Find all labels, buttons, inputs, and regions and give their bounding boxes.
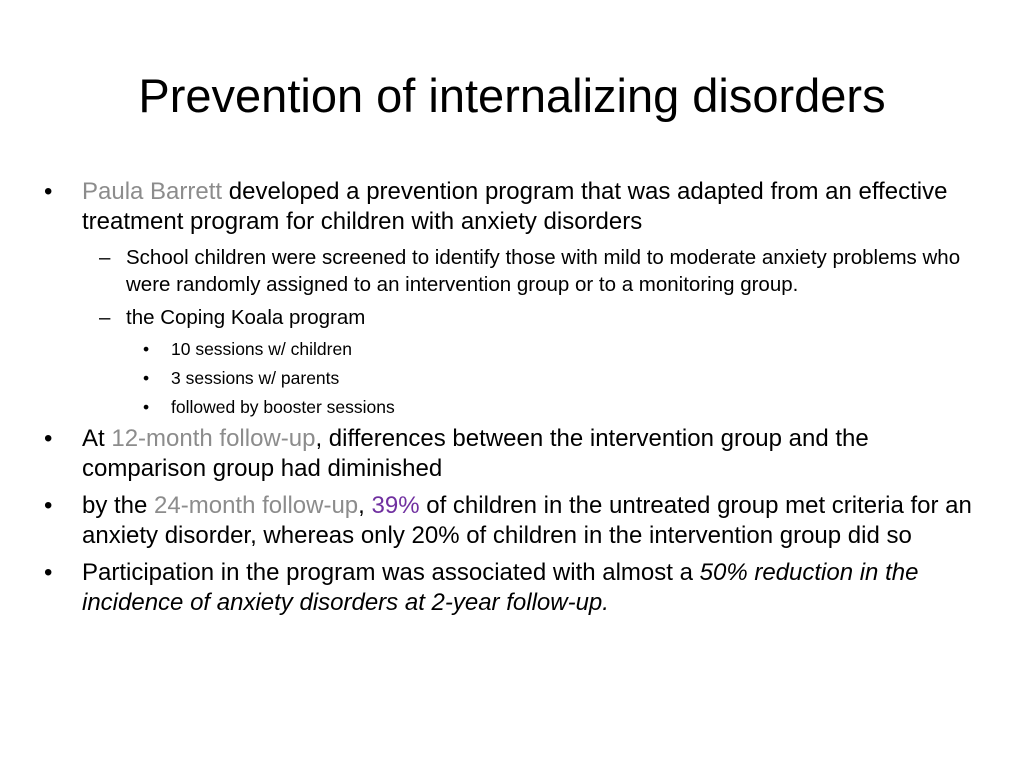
dash-marker: – xyxy=(99,306,111,329)
sub-bullet-text: School children were screened to identify those with mild to moderate anxiety problems who were randomly assigned to an intervention group or to a monitoring group. xyxy=(126,246,961,296)
dash-marker: – xyxy=(99,246,111,269)
bullet-marker: • xyxy=(44,178,53,205)
percent-highlight: 39% xyxy=(371,492,420,519)
sub-sub-bullet-booster-sessions xyxy=(44,395,984,419)
sub-sub-bullet-text: 3 sessions w/ parents xyxy=(171,368,340,388)
bullet-participation xyxy=(44,558,984,618)
bullet-text: , xyxy=(358,492,372,519)
sub-sub-bullet-text: 10 sessions w/ children xyxy=(171,339,352,359)
bullet-24-month-followup xyxy=(44,491,984,551)
followup-highlight: 24-month follow-up xyxy=(154,492,359,519)
slide-body xyxy=(44,177,984,625)
bullet-text: of children in the untreated group met criteria for an anxiety disorder, whereas only 20% of children in the intervention group did so xyxy=(82,492,972,549)
sub-bullet-text: the Coping Koala program xyxy=(126,306,366,329)
bullet-paula-barrett xyxy=(44,177,984,237)
bullet-text: , differences between the intervention group and the comparison group had diminished xyxy=(82,425,869,482)
sub-bullet-screening xyxy=(44,244,984,298)
bullet-marker: • xyxy=(44,492,53,519)
bullet-marker: • xyxy=(44,559,53,586)
bullet-12-month-followup xyxy=(44,424,984,484)
bullet-marker: • xyxy=(143,368,150,388)
researcher-name: Paula Barrett xyxy=(82,178,223,205)
sub-sub-bullet-parent-sessions xyxy=(44,366,984,390)
bullet-text: developed a prevention program that was adapted from an effective treatment program for children with anxiety disorders xyxy=(82,178,948,235)
bullet-marker: • xyxy=(44,425,53,452)
sub-bullet-coping-koala xyxy=(44,304,984,331)
italic-emphasis: 50% reduction in the incidence of anxiety disorders at 2-year follow-up. xyxy=(82,559,919,616)
bullet-marker: • xyxy=(143,339,150,359)
sub-sub-bullet-text: followed by booster sessions xyxy=(171,397,395,417)
bullet-marker: • xyxy=(143,397,150,417)
bullet-text: Participation in the program was associated with almost a xyxy=(82,559,700,586)
bullet-text: At xyxy=(82,425,112,452)
bullet-text: by the xyxy=(82,492,155,519)
sub-sub-bullet-children-sessions xyxy=(44,337,984,361)
followup-highlight: 12-month follow-up xyxy=(111,425,316,452)
slide-title: Prevention of internalizing disorders xyxy=(138,69,886,122)
